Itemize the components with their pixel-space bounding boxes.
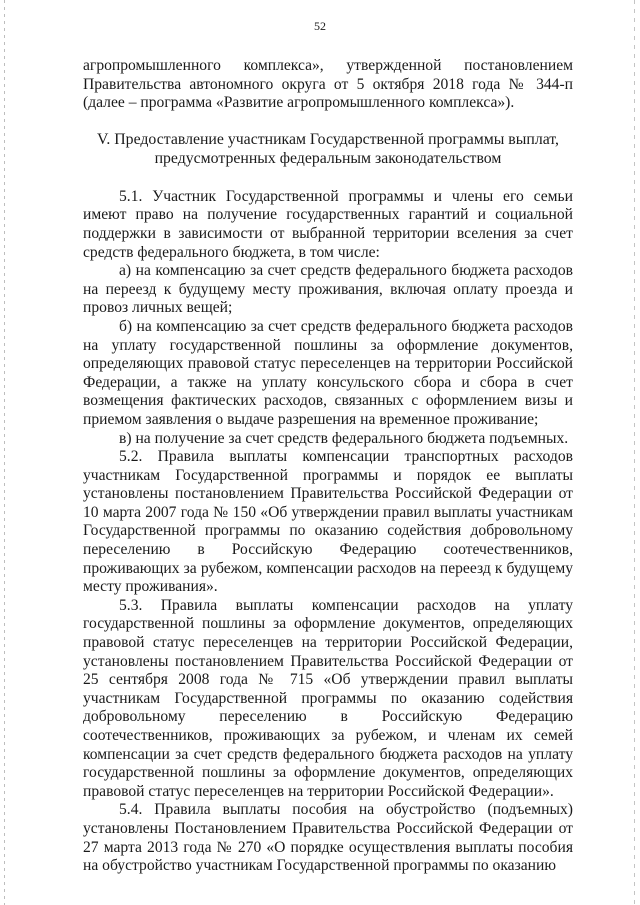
intro-paragraph: агропромышленного комплекса», утвержденной постановлением Правительства автономного округа от 5 октября 2018 года № 344-п (далее – программа «Развитие агропромышленного комплекса»).: [83, 57, 573, 112]
section-heading-line-1: V. Предоставление участникам Государственной программы выплат,: [97, 130, 559, 148]
section-heading-line-2: предусмотренных федеральным законодательством: [154, 149, 502, 167]
scan-edge-right: [634, 0, 635, 905]
paragraph-5-1-c: в) на получение за счет средств федерального бюджета подъемных.: [119, 429, 569, 447]
paragraph-5-2: 5.2. Правила выплаты компенсации транспортных расходов участникам Государственной программы и порядок ее выплаты установлены постановлением Правительства Российской Федерации от 10 марта 2007 года № 150 «Об утверждении правил выплаты участникам Государственной программы по оказанию содействия добровольному переселению в Российскую Федерацию соотечественников, проживающих за рубежом, компенсации расходов на переезд к будущему месту проживания».: [83, 448, 573, 596]
paragraph-5-4: 5.4. Правила выплаты пособия на обустройство (подъемных) установлены Постановлением Правительства Российской Федерации от 27 марта 2013 года № 270 «О порядке осуществления выплаты пособия на обустройство участникам Государственной программы по оказанию: [83, 801, 573, 875]
paragraph-5-1: 5.1. Участник Государственной программы и члены его семьи имеют право на получение государственных гарантий и социальной поддержки в зависимости от выбранной территории вселения за счет средств федерального бюджета, в том числе:: [83, 187, 573, 261]
scan-edge-left: [4, 0, 5, 905]
paragraph-5-1-a: а) на компенсацию за счет средств федерального бюджета расходов на переезд к будущему месту проживания, включая оплату проезда и провоз личных вещей;: [83, 262, 573, 317]
page-number: 52: [314, 19, 326, 33]
section-heading: [83, 130, 573, 168]
document-body: [83, 57, 573, 876]
paragraph-5-1-b: б) на компенсацию за счет средств федерального бюджета расходов на уплату государственной пошлины за оформление документов, определяющих правовой статус переселенцев на территории Российской Федерации, а также на уплату консульского сбора и сбора в счет возмещения фактических расходов, связанных с оформлением визы и приемом заявления о выдаче разрешения на временное проживание;: [83, 317, 573, 428]
paragraph-5-3: 5.3. Правила выплаты компенсации расходов на уплату государственной пошлины за оформление документов, определяющих правовой статус переселенцев на территории Российской Федерации, установлены постановлением Правительства Российской Федерации от 25 сентября 2008 года № 715 «Об утверждении правил выплаты участникам Государственной программы по оказанию содействия добровольному переселению в Российскую Федерацию соотечественников, проживающих за рубежом, и членам их семей компенсации за счет средств федерального бюджета расходов на уплату государственной пошлины за оформление документов, определяющих правовой статус переселенцев на территории Российской Федерации».: [83, 596, 573, 800]
